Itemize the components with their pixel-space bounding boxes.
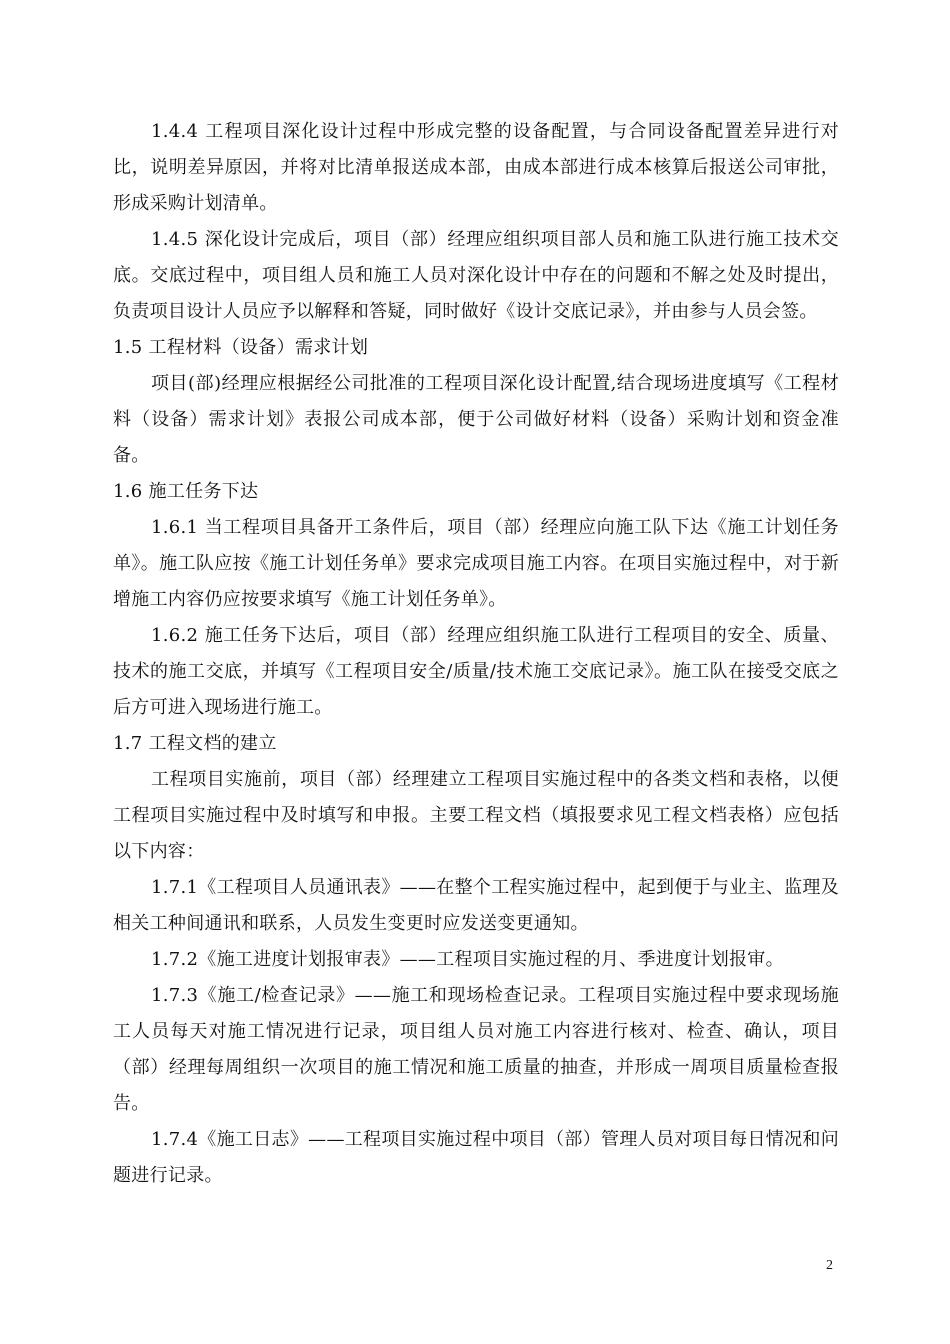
paragraph-1-4-5: 1.4.5 深化设计完成后，项目（部）经理应组织项目部人员和施工队进行施工技术交底。交底过程中，项目组人员和施工人员对深化设计中存在的问题和不解之处及时提出，负责项目设计人员应予以解释和答疑，同时做好《设计交底记录》，并由参与人员会签。	[113, 229, 839, 322]
document-body	[113, 114, 839, 1194]
paragraph-1-4-4: 1.4.4 工程项目深化设计过程中形成完整的设备配置，与合同设备配置差异进行对比，说明差异原因，并将对比清单报送成本部，由成本部进行成本核算后报送公司审批，形成采购计划清单。	[113, 121, 839, 214]
page-number: 2	[826, 1258, 833, 1273]
section-heading-1-5: 1.5 工程材料（设备）需求计划	[113, 337, 369, 358]
paragraph-1-6-1: 1.6.1 当工程项目具备开工条件后，项目（部）经理应向施工队下达《施工计划任务单》。施工队应按《施工计划任务单》要求完成项目施工内容。在项目实施过程中，对于新增施工内容仍应按要求填写《施工计划任务单》。	[113, 517, 839, 610]
paragraph-1-7-body: 工程项目实施前，项目（部）经理建立工程项目实施过程中的各类文档和表格，以便工程项目实施过程中及时填写和申报。主要工程文档（填报要求见工程文档表格）应包括以下内容：	[113, 769, 839, 862]
paragraph-1-7-1: 1.7.1《工程项目人员通讯表》——在整个工程实施过程中，起到便于与业主、监理及相关工种间通讯和联系，人员发生变更时应发送变更通知。	[113, 877, 839, 934]
paragraph-1-7-3: 1.7.3《施工/检查记录》——施工和现场检查记录。工程项目实施过程中要求现场施工人员每天对施工情况进行记录，项目组人员对施工内容进行核对、检查、确认，项目（部）经理每周组织一次项目的施工情况和施工质量的抽查，并形成一周项目质量检查报告。	[113, 985, 839, 1114]
paragraph-1-6-2: 1.6.2 施工任务下达后，项目（部）经理应组织施工队进行工程项目的安全、质量、技术的施工交底，并填写《工程项目安全/质量/技术施工交底记录》。施工队在接受交底之后方可进入现场进行施工。	[113, 625, 839, 718]
section-heading-1-6: 1.6 施工任务下达	[113, 481, 259, 502]
paragraph-1-5-body: 项目(部)经理应根据经公司批准的工程项目深化设计配置,结合现场进度填写《工程材料（设备）需求计划》表报公司成本部，便于公司做好材料（设备）采购计划和资金准备。	[113, 373, 839, 466]
section-heading-1-7: 1.7 工程文档的建立	[113, 733, 277, 754]
paragraph-1-7-2: 1.7.2《施工进度计划报审表》——工程项目实施过程的月、季进度计划报审。	[151, 949, 784, 970]
paragraph-1-7-4: 1.7.4《施工日志》——工程项目实施过程中项目（部）管理人员对项目每日情况和问题进行记录。	[113, 1129, 839, 1186]
